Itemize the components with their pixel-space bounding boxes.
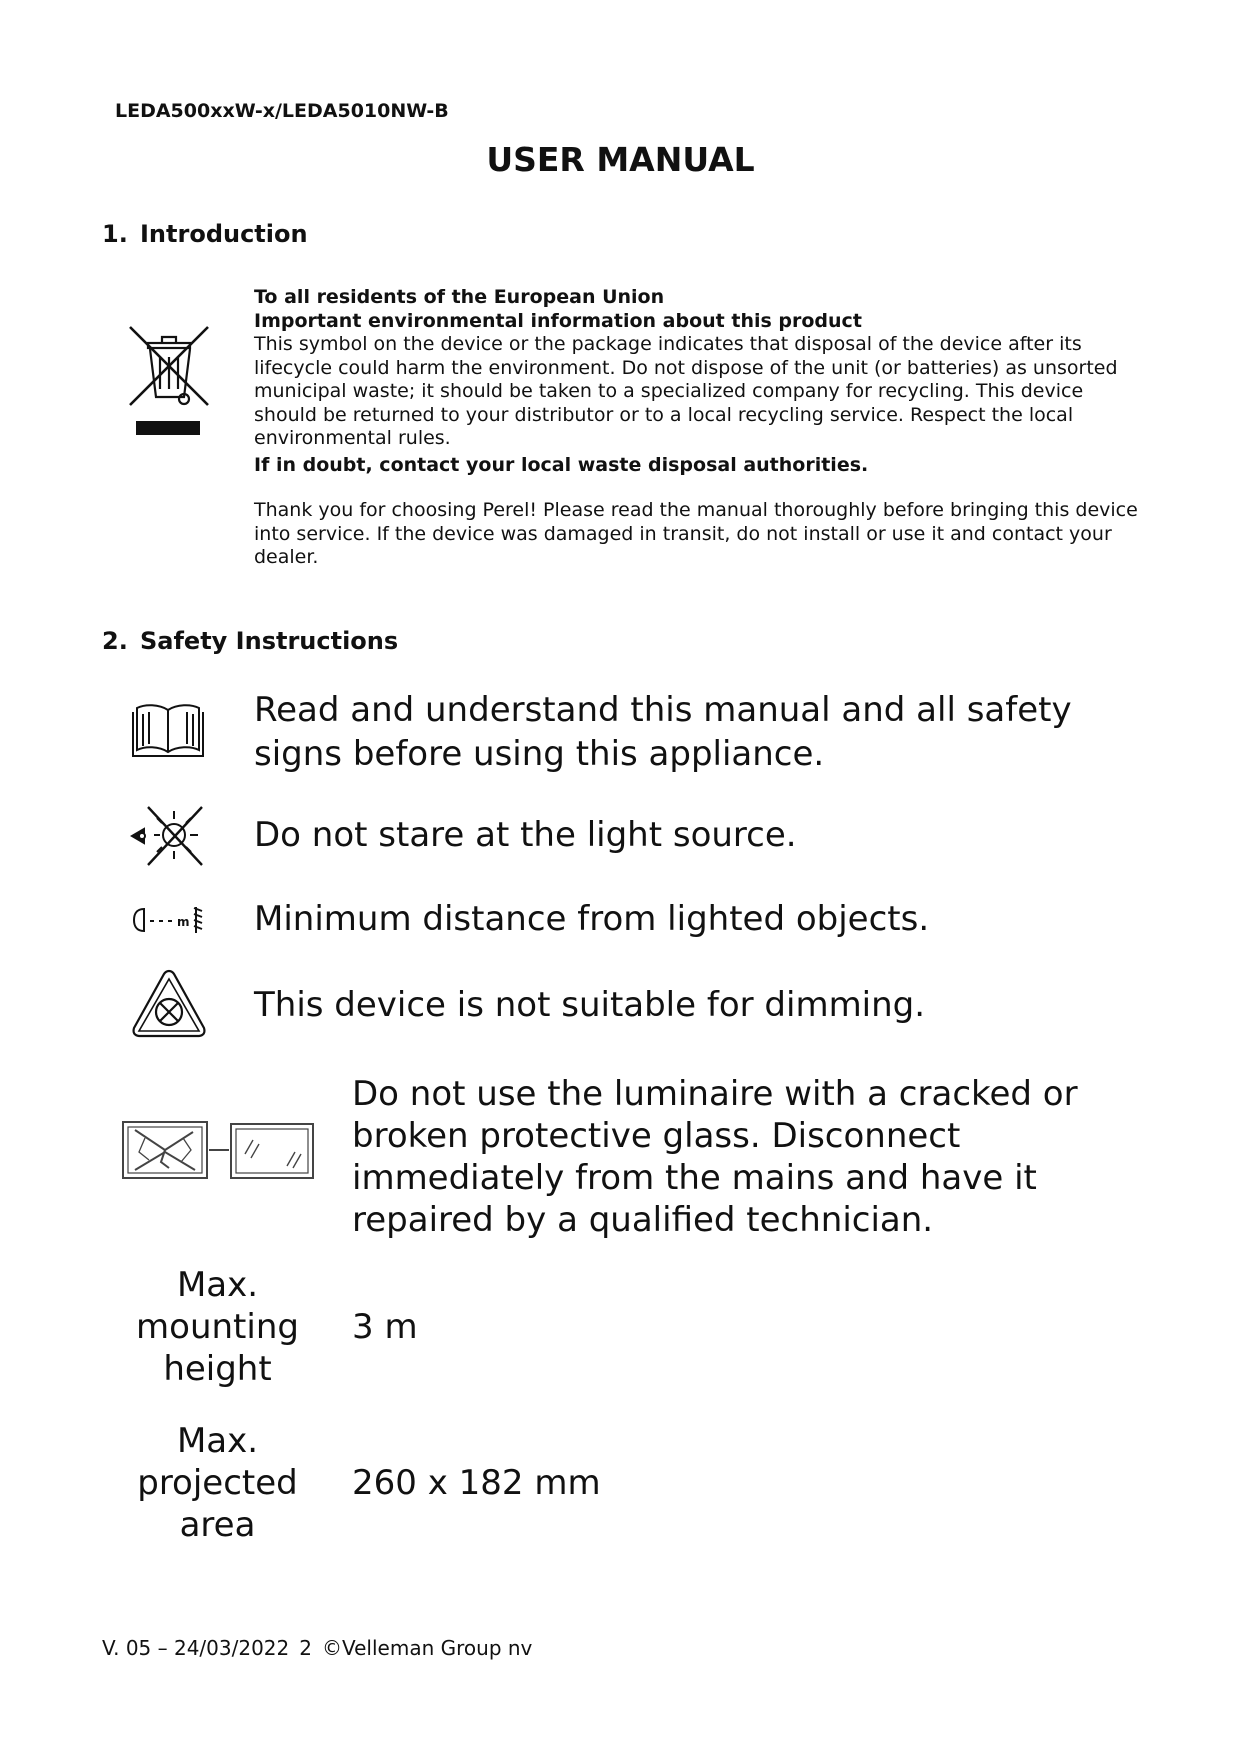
spec-mounting-height-value: 3 m	[352, 1307, 418, 1347]
spec-mounting-height-label	[120, 1264, 315, 1390]
section-1-heading	[102, 220, 308, 248]
weee-body: This symbol on the device or the package indicates that disposal of the device after its lifecycle could harm the environment. Do not dispose of the unit (or batteries) as unsorted municipal waste; it should be taken to a specialized company for recycling. This device should be returned to your distributor or to a local recycling service. Respect the local environmental rules.	[254, 333, 1118, 449]
page-title-text: USER MANUAL	[486, 140, 755, 179]
section-2-number: 2.	[102, 627, 128, 655]
eu-residents-line: To all residents of the European Union	[254, 286, 665, 308]
manual-book-icon	[131, 700, 205, 760]
section-2-heading	[102, 627, 398, 655]
footer-copyright: ©Velleman Group nv	[322, 1636, 533, 1660]
doubt-line: If in doubt, contact your local waste disposal authorities.	[254, 453, 869, 476]
safety-no-dimming: This device is not suitable for dimming.	[254, 985, 926, 1025]
page-title	[0, 140, 1241, 179]
safety-read-manual: Read and understand this manual and all safety signs before using this appliance.	[254, 690, 1072, 774]
weee-crossed-bin-icon	[128, 325, 210, 440]
minimum-distance-icon	[132, 905, 206, 935]
section-2-title: Safety Instructions	[140, 627, 399, 655]
footer-version: V. 05 – 24/03/2022	[102, 1636, 290, 1660]
intro-text-block	[254, 286, 1144, 570]
section-1-number: 1.	[102, 220, 128, 248]
cracked-glass-icon	[121, 1118, 316, 1182]
spec-projected-area-value: 260 x 182 mm	[352, 1463, 601, 1503]
spec-area-label-line: Max.	[176, 1421, 259, 1461]
safety-min-distance: Minimum distance from lighted objects.	[254, 899, 930, 939]
spec-mounting-label-line: mounting	[136, 1307, 299, 1347]
no-stare-eye-icon	[130, 805, 206, 867]
spec-mounting-label-line: Max.	[176, 1265, 259, 1305]
spec-projected-area-label	[120, 1420, 315, 1546]
footer-page-number: 2	[299, 1636, 312, 1660]
model-number: LEDA500xxW-x/LEDA5010NW-B	[115, 100, 449, 122]
page-footer	[102, 1636, 542, 1660]
spec-area-label-line: projected	[137, 1463, 298, 1503]
no-dimming-icon	[130, 968, 208, 1040]
env-info-line: Important environmental information about this product	[254, 309, 862, 332]
safety-cracked-glass: Do not use the luminaire with a cracked or broken protective glass. Disconnect immediately from the mains and have it repaired by a qualified technician.	[352, 1074, 1078, 1240]
safety-no-stare: Do not stare at the light source.	[254, 815, 797, 855]
spec-area-label-line: area	[179, 1505, 256, 1545]
svg-text:m: m	[177, 915, 190, 929]
thanks-paragraph: Thank you for choosing Perel! Please read the manual thoroughly before bringing this device into service. If the device was damaged in transit, do not install or use it and contact your dealer.	[254, 499, 1138, 568]
spec-mounting-label-line: height	[163, 1349, 272, 1389]
section-1-title: Introduction	[140, 220, 308, 248]
